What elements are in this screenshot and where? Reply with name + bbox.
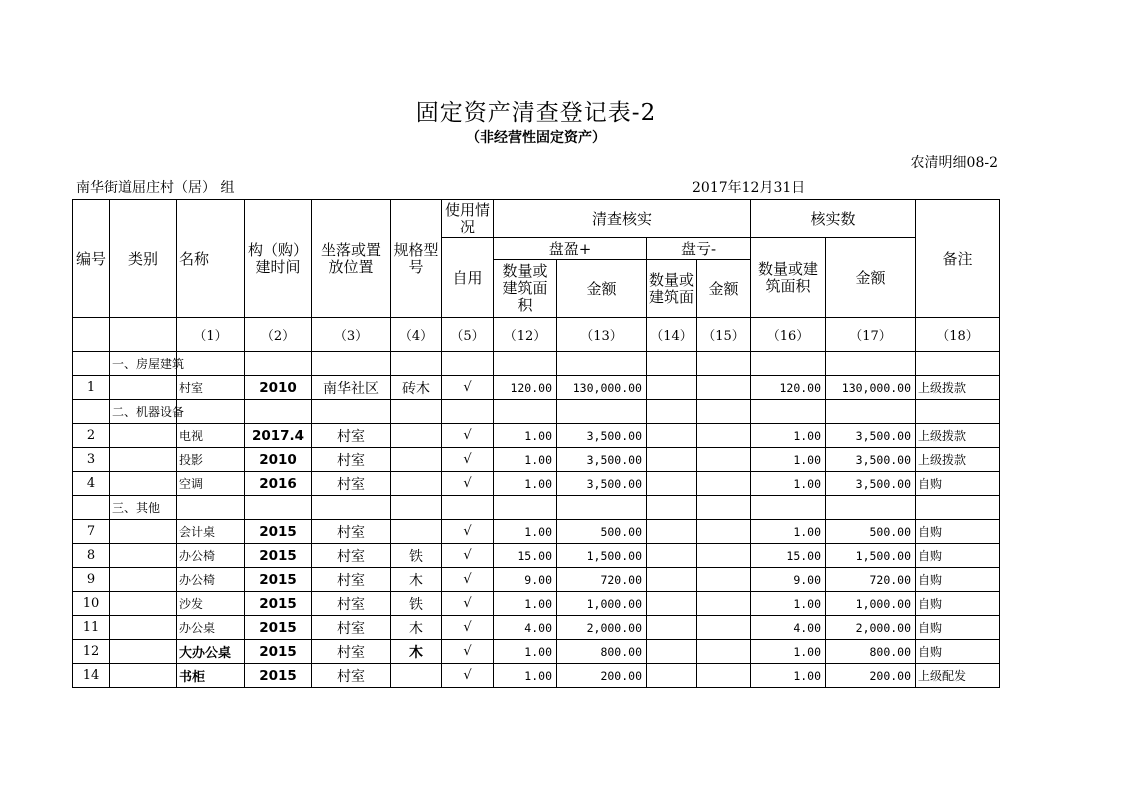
cell-usage: √: [442, 424, 494, 448]
cell-loss-qty: [647, 520, 697, 544]
col-index: [73, 318, 110, 352]
col-header-name: 名称: [177, 200, 245, 318]
cell-empty: [751, 496, 826, 520]
cell-verified-amount: 500.00: [826, 520, 916, 544]
cell-loss-qty: [647, 592, 697, 616]
cell-surplus-qty: 15.00: [494, 544, 557, 568]
cell-empty: [916, 352, 1000, 376]
col-header-surplus-qty: 数量或建筑面积: [494, 260, 557, 318]
cell-location: 村室: [312, 664, 391, 688]
table-row: [73, 448, 1000, 472]
cell-remark: 自购: [916, 568, 1000, 592]
cell-built-year: 2015: [245, 520, 312, 544]
col-header-usage-self: 自用: [442, 238, 494, 318]
cell-usage: √: [442, 664, 494, 688]
table-row: [73, 424, 1000, 448]
col-header-loss-qty: 数量或建筑面: [647, 260, 697, 318]
col-header-verified-qty: 数量或建筑面积: [751, 238, 826, 318]
cell-no: 14: [73, 664, 110, 688]
section-row: [73, 352, 1000, 376]
cell-spec: [391, 424, 442, 448]
cell-surplus-qty: 1.00: [494, 424, 557, 448]
cell-empty: [647, 400, 697, 424]
cell-verified-amount: 3,500.00: [826, 472, 916, 496]
col-header-loss-amount: 金额: [697, 260, 751, 318]
location-label: 南华街道屈庄村（居） 组: [76, 180, 235, 196]
cell-loss-amount: [697, 520, 751, 544]
cell-empty: [557, 496, 647, 520]
col-index: （16）: [751, 318, 826, 352]
column-index-row: [73, 318, 1000, 352]
cell-name: 办公椅: [177, 568, 245, 592]
table-row: [73, 640, 1000, 664]
cell-no: 3: [73, 448, 110, 472]
table-row: [73, 616, 1000, 640]
cell-verified-amount: 200.00: [826, 664, 916, 688]
cell-location: 村室: [312, 568, 391, 592]
cell-empty: [916, 496, 1000, 520]
cell-remark: 自购: [916, 616, 1000, 640]
section-label: 二、机器设备: [110, 400, 177, 424]
cell-verified-qty: 1.00: [751, 664, 826, 688]
cell-usage: √: [442, 640, 494, 664]
cell-verified-qty: 1.00: [751, 448, 826, 472]
cell-no: 9: [73, 568, 110, 592]
col-index: （1）: [177, 318, 245, 352]
cell-empty: [494, 352, 557, 376]
cell-built-year: 2015: [245, 616, 312, 640]
section-row: [73, 496, 1000, 520]
cell-loss-qty: [647, 424, 697, 448]
cell-surplus-amount: 800.00: [557, 640, 647, 664]
cell-location: 南华社区: [312, 376, 391, 400]
cell-category: [110, 592, 177, 616]
cell-category: [110, 472, 177, 496]
cell-built-year: 2010: [245, 448, 312, 472]
cell-empty: [312, 400, 391, 424]
cell-loss-qty: [647, 568, 697, 592]
cell-no: 12: [73, 640, 110, 664]
col-header-surplus: 盘盈+: [494, 238, 647, 260]
cell-verified-amount: 3,500.00: [826, 448, 916, 472]
cell-category: [110, 376, 177, 400]
cell-verified-qty: 15.00: [751, 544, 826, 568]
cell-surplus-amount: 500.00: [557, 520, 647, 544]
cell-remark: 上级拨款: [916, 376, 1000, 400]
cell-verified-qty: 4.00: [751, 616, 826, 640]
cell-spec: [391, 664, 442, 688]
cell-verified-amount: 1,000.00: [826, 592, 916, 616]
cell-name: 空调: [177, 472, 245, 496]
cell-usage: √: [442, 376, 494, 400]
cell-verified-qty: 9.00: [751, 568, 826, 592]
table-row: [73, 520, 1000, 544]
cell-remark: 自购: [916, 544, 1000, 568]
table-row: [73, 592, 1000, 616]
cell-verified-amount: 800.00: [826, 640, 916, 664]
col-index: （17）: [826, 318, 916, 352]
cell-surplus-amount: 1,500.00: [557, 544, 647, 568]
cell-empty: [442, 352, 494, 376]
cell-name: 办公椅: [177, 544, 245, 568]
cell-surplus-amount: 1,000.00: [557, 592, 647, 616]
cell-surplus-qty: 4.00: [494, 616, 557, 640]
cell-remark: 自购: [916, 472, 1000, 496]
cell-name: 村室: [177, 376, 245, 400]
cell-surplus-amount: 3,500.00: [557, 424, 647, 448]
cell-name: 办公桌: [177, 616, 245, 640]
cell-location: 村室: [312, 424, 391, 448]
cell-verified-qty: 120.00: [751, 376, 826, 400]
cell-category: [110, 520, 177, 544]
cell-surplus-amount: 3,500.00: [557, 448, 647, 472]
cell-remark: 自购: [916, 520, 1000, 544]
cell-loss-amount: [697, 424, 751, 448]
cell-verified-qty: 1.00: [751, 424, 826, 448]
col-header-built: 构（购）建时间: [245, 200, 312, 318]
cell-empty: [442, 400, 494, 424]
cell-category: [110, 640, 177, 664]
cell-usage: √: [442, 472, 494, 496]
cell-built-year: 2015: [245, 664, 312, 688]
cell-usage: √: [442, 544, 494, 568]
col-header-location: 坐落或置放位置: [312, 200, 391, 318]
cell-empty: [697, 352, 751, 376]
cell-location: 村室: [312, 592, 391, 616]
cell-built-year: 2015: [245, 544, 312, 568]
cell-spec: 木: [391, 568, 442, 592]
cell-name: 会计桌: [177, 520, 245, 544]
table-row: [73, 472, 1000, 496]
cell-verified-qty: 1.00: [751, 640, 826, 664]
cell-built-year: 2010: [245, 376, 312, 400]
cell-surplus-amount: 720.00: [557, 568, 647, 592]
cell-location: 村室: [312, 472, 391, 496]
cell-category: [110, 664, 177, 688]
cell-usage: √: [442, 616, 494, 640]
cell-surplus-qty: 9.00: [494, 568, 557, 592]
cell-verified-qty: 1.00: [751, 592, 826, 616]
cell-empty: [73, 352, 110, 376]
cell-empty: [826, 352, 916, 376]
table-row: [73, 376, 1000, 400]
cell-loss-qty: [647, 640, 697, 664]
cell-empty: [312, 352, 391, 376]
cell-usage: √: [442, 592, 494, 616]
cell-name: 书柜: [177, 664, 245, 688]
cell-verified-amount: 2,000.00: [826, 616, 916, 640]
cell-empty: [557, 400, 647, 424]
cell-loss-qty: [647, 448, 697, 472]
col-header-category: 类别: [110, 200, 177, 318]
cell-no: 11: [73, 616, 110, 640]
col-index: （13）: [557, 318, 647, 352]
cell-name: 投影: [177, 448, 245, 472]
cell-built-year: 2015: [245, 592, 312, 616]
cell-location: 村室: [312, 520, 391, 544]
cell-location: 村室: [312, 616, 391, 640]
cell-spec: 铁: [391, 544, 442, 568]
cell-empty: [177, 400, 245, 424]
cell-empty: [391, 400, 442, 424]
cell-category: [110, 616, 177, 640]
col-index: （4）: [391, 318, 442, 352]
col-index: （15）: [697, 318, 751, 352]
cell-spec: [391, 472, 442, 496]
col-index: （14）: [647, 318, 697, 352]
col-index: （3）: [312, 318, 391, 352]
cell-name: 大办公桌: [177, 640, 245, 664]
cell-surplus-qty: 1.00: [494, 472, 557, 496]
cell-loss-qty: [647, 616, 697, 640]
page-title: 固定资产清查登记表-2: [415, 100, 657, 126]
cell-surplus-amount: 200.00: [557, 664, 647, 688]
cell-verified-amount: 3,500.00: [826, 424, 916, 448]
cell-empty: [697, 496, 751, 520]
cell-verified-amount: 1,500.00: [826, 544, 916, 568]
cell-category: [110, 424, 177, 448]
table-row: [73, 664, 1000, 688]
col-header-surplus-amount: 金额: [557, 260, 647, 318]
col-header-verified: 核实数: [751, 200, 916, 238]
col-index: （2）: [245, 318, 312, 352]
cell-usage: √: [442, 520, 494, 544]
cell-remark: 上级拨款: [916, 448, 1000, 472]
cell-location: 村室: [312, 544, 391, 568]
cell-loss-amount: [697, 640, 751, 664]
cell-verified-qty: 1.00: [751, 472, 826, 496]
cell-empty: [73, 400, 110, 424]
cell-loss-amount: [697, 376, 751, 400]
cell-surplus-qty: 1.00: [494, 520, 557, 544]
cell-spec: 木: [391, 616, 442, 640]
col-header-no: 编号: [73, 200, 110, 318]
cell-no: 2: [73, 424, 110, 448]
form-code: 农清明细08-2: [910, 155, 998, 171]
cell-loss-qty: [647, 472, 697, 496]
cell-loss-qty: [647, 544, 697, 568]
section-row: [73, 400, 1000, 424]
cell-empty: [442, 496, 494, 520]
cell-surplus-qty: 1.00: [494, 664, 557, 688]
cell-surplus-qty: 120.00: [494, 376, 557, 400]
col-index: （18）: [916, 318, 1000, 352]
cell-empty: [391, 496, 442, 520]
page-subtitle: （非经营性固定资产）: [466, 130, 606, 146]
cell-loss-qty: [647, 664, 697, 688]
cell-empty: [557, 352, 647, 376]
cell-empty: [751, 400, 826, 424]
cell-name: 电视: [177, 424, 245, 448]
cell-category: [110, 448, 177, 472]
cell-empty: [647, 496, 697, 520]
cell-empty: [391, 352, 442, 376]
cell-loss-amount: [697, 472, 751, 496]
cell-empty: [647, 352, 697, 376]
cell-usage: √: [442, 568, 494, 592]
cell-built-year: 2016: [245, 472, 312, 496]
cell-empty: [245, 352, 312, 376]
cell-location: 村室: [312, 448, 391, 472]
cell-surplus-amount: 2,000.00: [557, 616, 647, 640]
cell-loss-amount: [697, 616, 751, 640]
cell-empty: [697, 400, 751, 424]
cell-no: 10: [73, 592, 110, 616]
cell-empty: [826, 400, 916, 424]
cell-empty: [245, 400, 312, 424]
col-index: （5）: [442, 318, 494, 352]
cell-loss-amount: [697, 448, 751, 472]
cell-usage: √: [442, 448, 494, 472]
cell-verified-amount: 130,000.00: [826, 376, 916, 400]
cell-surplus-amount: 3,500.00: [557, 472, 647, 496]
cell-spec: 铁: [391, 592, 442, 616]
cell-remark: 自购: [916, 592, 1000, 616]
cell-remark: 上级配发: [916, 664, 1000, 688]
cell-loss-amount: [697, 592, 751, 616]
cell-spec: 砖木: [391, 376, 442, 400]
cell-surplus-qty: 1.00: [494, 448, 557, 472]
cell-empty: [494, 496, 557, 520]
cell-built-year: 2015: [245, 568, 312, 592]
col-header-spec: 规格型号: [391, 200, 442, 318]
cell-spec: [391, 520, 442, 544]
cell-empty: [751, 352, 826, 376]
cell-verified-amount: 720.00: [826, 568, 916, 592]
cell-location: 村室: [312, 640, 391, 664]
col-header-verified-amount: 金额: [826, 238, 916, 318]
cell-surplus-qty: 1.00: [494, 640, 557, 664]
cell-remark: 上级拨款: [916, 424, 1000, 448]
cell-no: 4: [73, 472, 110, 496]
col-header-usage: 使用情况: [442, 200, 494, 238]
cell-no: 7: [73, 520, 110, 544]
cell-loss-amount: [697, 664, 751, 688]
section-label: 一、房屋建筑: [110, 352, 177, 376]
table-row: [73, 544, 1000, 568]
cell-surplus-amount: 130,000.00: [557, 376, 647, 400]
cell-empty: [312, 496, 391, 520]
cell-built-year: 2015: [245, 640, 312, 664]
cell-spec: [391, 448, 442, 472]
cell-category: [110, 544, 177, 568]
cell-category: [110, 568, 177, 592]
report-date: 2017年12月31日: [692, 180, 806, 196]
cell-remark: 自购: [916, 640, 1000, 664]
table-row: [73, 568, 1000, 592]
cell-empty: [916, 400, 1000, 424]
cell-empty: [73, 496, 110, 520]
cell-loss-qty: [647, 376, 697, 400]
cell-empty: [826, 496, 916, 520]
cell-loss-amount: [697, 568, 751, 592]
cell-empty: [494, 400, 557, 424]
col-header-remark: 备注: [916, 200, 1000, 318]
cell-verified-qty: 1.00: [751, 520, 826, 544]
cell-loss-amount: [697, 544, 751, 568]
cell-surplus-qty: 1.00: [494, 592, 557, 616]
col-header-audit: 清查核实: [494, 200, 751, 238]
cell-name: 沙发: [177, 592, 245, 616]
col-index: [110, 318, 177, 352]
cell-empty: [177, 496, 245, 520]
cell-empty: [245, 496, 312, 520]
cell-no: 8: [73, 544, 110, 568]
asset-register-table: [72, 199, 1000, 688]
cell-spec: 木: [391, 640, 442, 664]
cell-empty: [177, 352, 245, 376]
col-index: （12）: [494, 318, 557, 352]
cell-no: 1: [73, 376, 110, 400]
col-header-loss: 盘亏-: [647, 238, 751, 260]
cell-built-year: 2017.4: [245, 424, 312, 448]
section-label: 三、其他: [110, 496, 177, 520]
